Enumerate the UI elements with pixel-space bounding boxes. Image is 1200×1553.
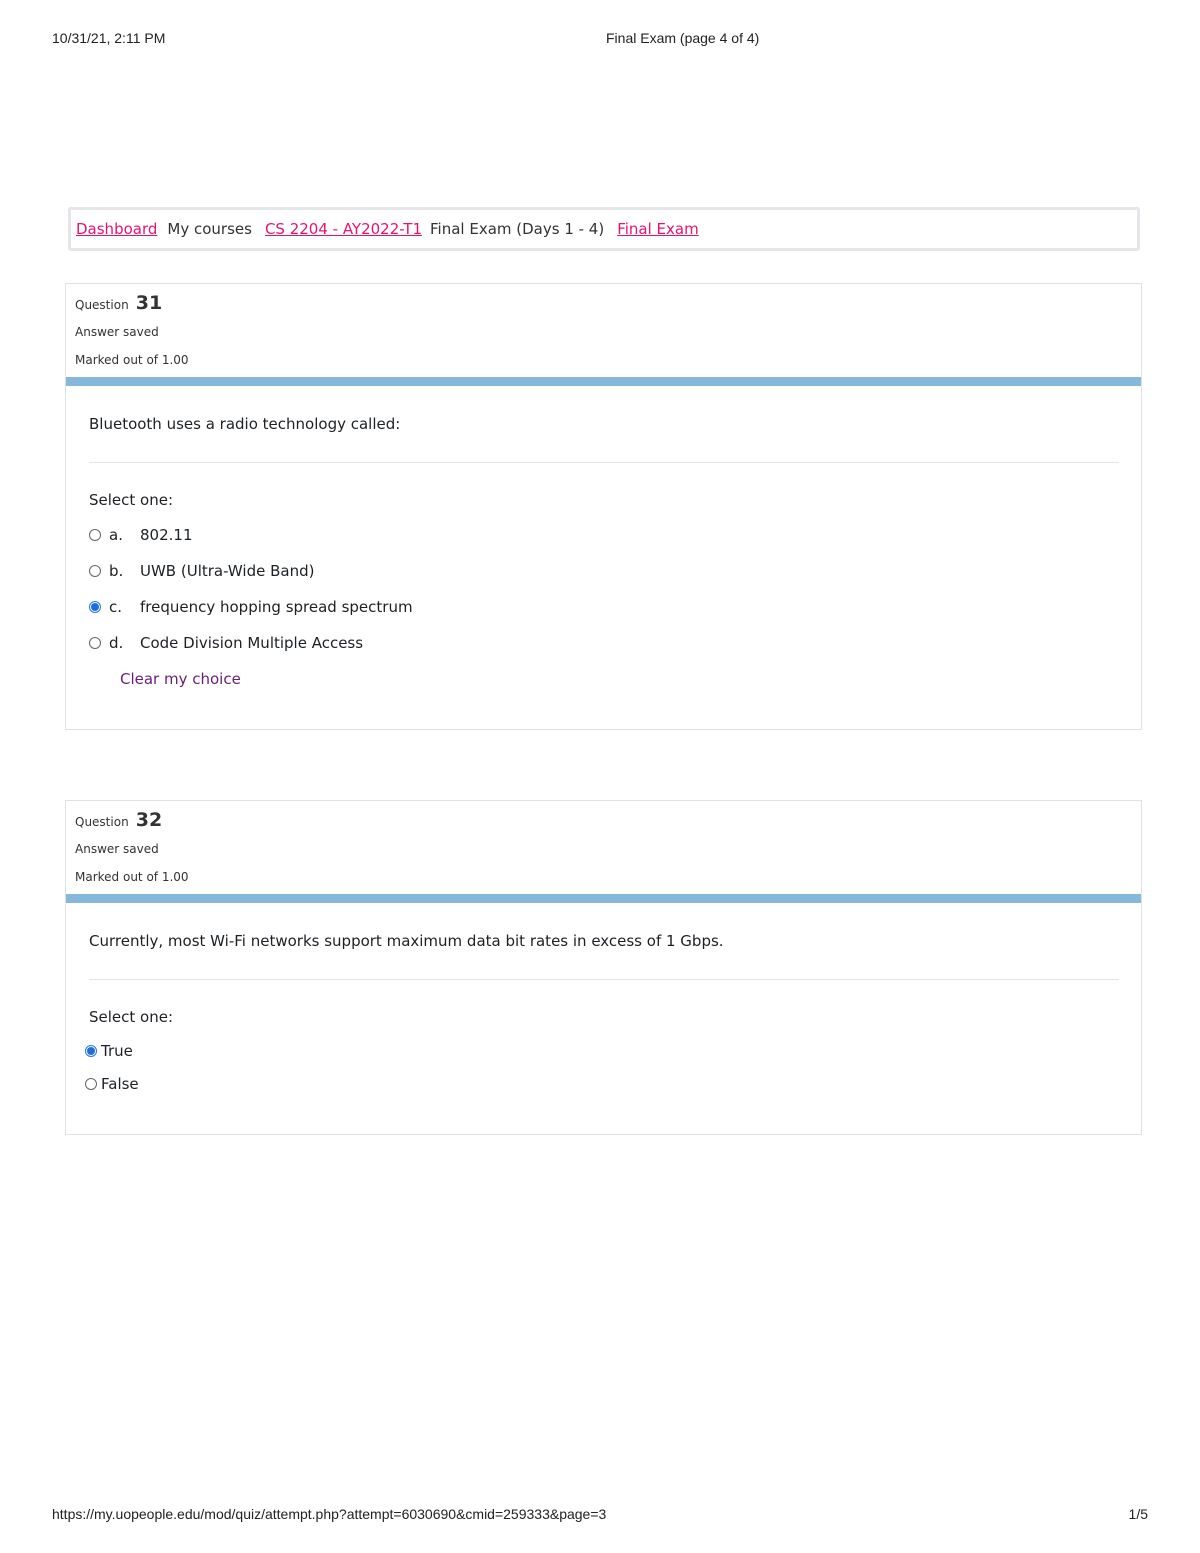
breadcrumb-dashboard[interactable]: Dashboard [76,220,158,238]
option-letter: a. [109,526,123,544]
option-d[interactable] [89,625,1119,661]
question-divider-bar [66,894,1141,903]
breadcrumb-final-exam[interactable]: Final Exam [617,220,699,238]
select-one-label: Select one: [89,1008,174,1026]
question-32 [65,800,1142,1135]
question-divider-bar [66,377,1141,386]
question-number-value: 31 [135,292,163,314]
breadcrumb-course[interactable]: CS 2204 - AY2022-T1 [264,220,422,238]
question-state: Answer saved [75,842,159,856]
question-content [66,903,1141,1100]
option-false[interactable] [85,1067,1119,1100]
question-31 [65,283,1142,730]
question-content [66,386,1141,694]
question-info [66,801,1141,894]
radio-option-true[interactable] [85,1045,97,1057]
question-number-value: 32 [135,809,163,831]
print-datetime: 10/31/21, 2:11 PM [52,30,166,46]
option-text: 802.11 [140,526,193,544]
option-true[interactable] [85,1034,1119,1067]
print-url: https://my.uopeople.edu/mod/quiz/attempt.php?attempt=6030690&cmid=259333&page=3 [52,1506,607,1522]
radio-option-a[interactable] [89,529,101,541]
answer-options [89,517,1119,661]
print-footer [0,1506,1200,1526]
question-grade: Marked out of 1.00 [75,353,189,367]
breadcrumb-section: Final Exam (Days 1 - 4) [430,220,605,238]
option-text: False [101,1074,139,1093]
question-state: Answer saved [75,325,159,339]
breadcrumb [68,207,1140,251]
option-text: frequency hopping spread spectrum [140,598,413,616]
option-text: Code Division Multiple Access [140,634,364,652]
option-letter: b. [109,562,124,580]
print-title: Final Exam (page 4 of 4) [606,30,760,46]
option-letter: c. [109,598,123,616]
radio-option-b[interactable] [89,565,101,577]
question-word: Question [75,815,129,829]
print-header [0,30,1200,50]
question-text: Bluetooth uses a radio technology called: [89,386,1119,463]
question-number [75,292,1132,318]
question-info [66,284,1141,377]
question-number [75,809,1132,835]
radio-option-d[interactable] [89,637,101,649]
option-text: True [101,1041,133,1060]
question-grade: Marked out of 1.00 [75,870,189,884]
answer-options [89,1034,1119,1100]
option-c[interactable] [89,589,1119,625]
question-text: Currently, most Wi-Fi networks support maximum data bit rates in excess of 1 Gbps. [89,903,1119,980]
clear-my-choice-link[interactable]: Clear my choice [120,670,241,688]
radio-option-c[interactable] [89,601,101,613]
option-letter: d. [109,634,124,652]
print-page-number: 1/5 [1128,1506,1148,1522]
question-word: Question [75,298,129,312]
option-text: UWB (Ultra-Wide Band) [140,562,315,580]
option-a[interactable] [89,517,1119,553]
radio-option-false[interactable] [85,1078,97,1090]
option-b[interactable] [89,553,1119,589]
select-one-label: Select one: [89,491,174,509]
breadcrumb-my-courses: My courses [167,220,252,238]
